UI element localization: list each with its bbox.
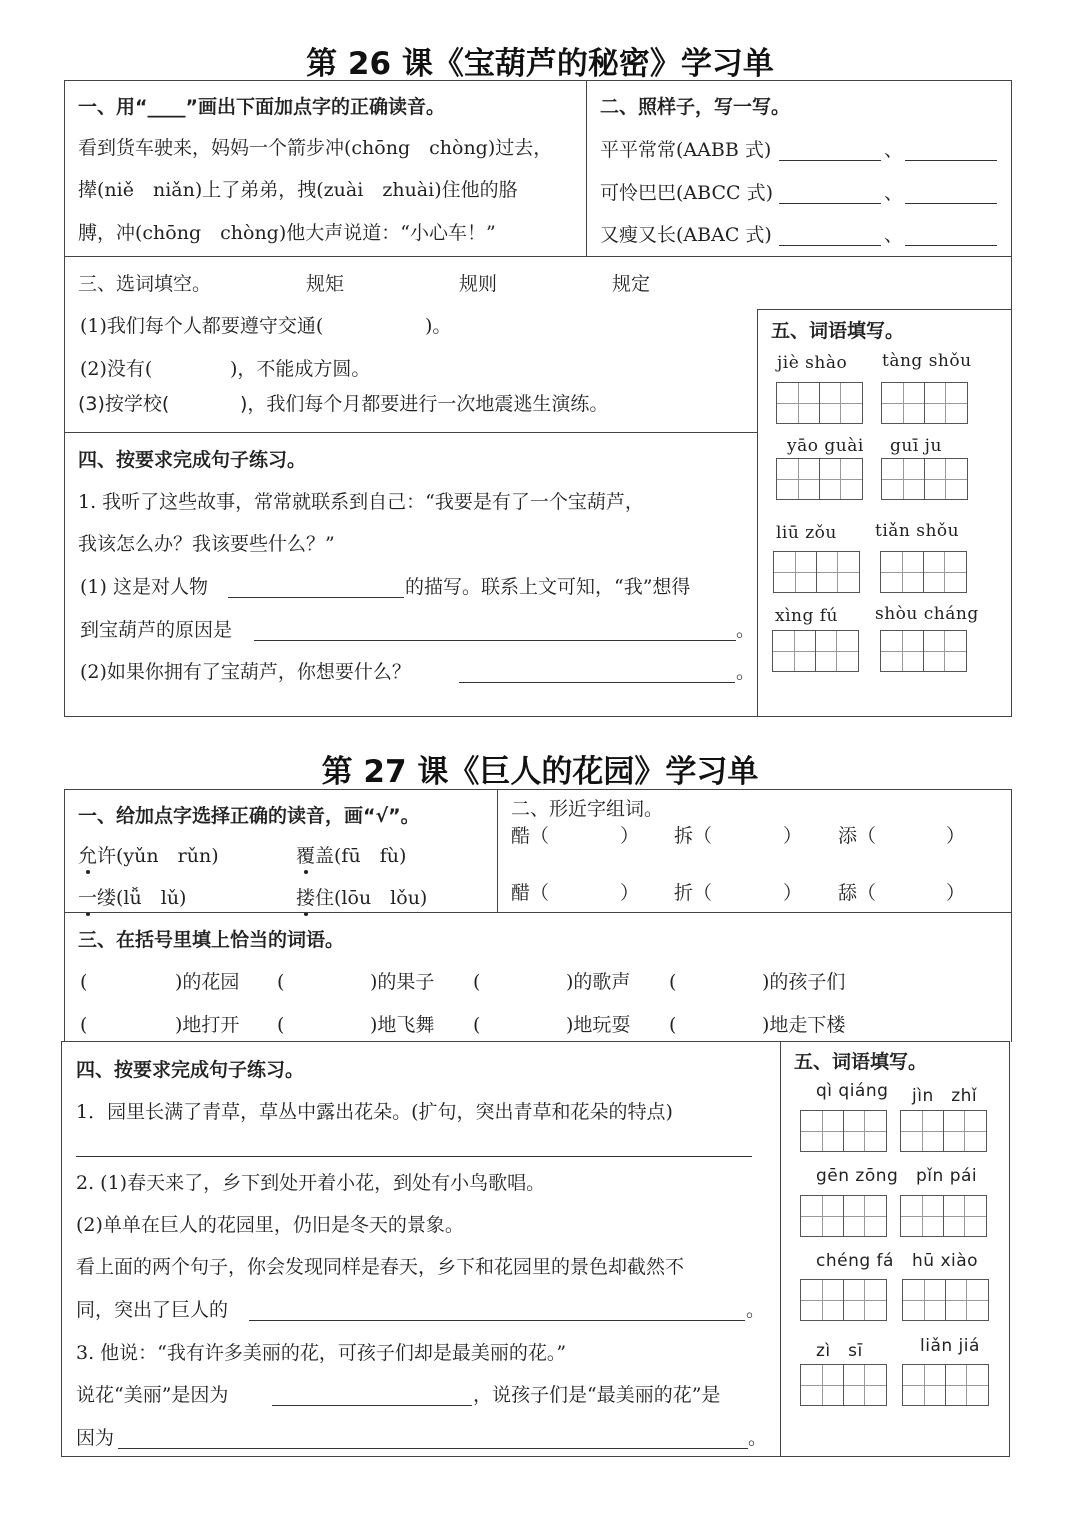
l27-s2-r2c3: 舔（	[838, 882, 877, 904]
answer-line[interactable]	[228, 597, 404, 598]
answer-line[interactable]	[118, 1448, 748, 1449]
open-paren: (	[473, 1014, 481, 1036]
close-paren: ）	[783, 825, 803, 847]
pinyin-label: tiǎn shǒu	[875, 521, 960, 541]
l26-s3-q2b: )，不能成方圆。	[230, 358, 371, 380]
open-paren: (	[277, 1014, 285, 1036]
pinyin-label: zì sī	[816, 1341, 863, 1361]
answer-line[interactable]	[779, 245, 881, 246]
period: 。	[746, 1299, 766, 1321]
l26-s4-q2: (2)如果你拥有了宝葫芦，你想要什么？	[80, 661, 411, 683]
l27-s4-p7b: ，说孩子们是“最美丽的花”是	[473, 1384, 721, 1406]
period: 。	[736, 619, 756, 641]
answer-line[interactable]	[779, 203, 881, 204]
pinyin-label: tàng shǒu	[882, 351, 972, 371]
l27-s2-r2c1: 醋（	[511, 882, 550, 904]
pinyin-label: liū zǒu	[776, 523, 837, 543]
l26-s2-row1: 平平常常(AABB 式)	[600, 139, 772, 161]
separator: 、	[884, 182, 904, 204]
l26-s3-word2: 规则	[459, 273, 498, 295]
close-paren: ）	[946, 825, 966, 847]
pinyin-label: shòu cháng	[875, 604, 979, 624]
l27-s3-r2c1: )地打开	[175, 1014, 240, 1036]
l26-s3-word3: 规定	[612, 273, 651, 295]
l26-s1-line1: 看到货车驶来，妈妈一个箭步冲(chōng chòng)过去，	[78, 137, 553, 159]
writing-grid[interactable]	[800, 1110, 885, 1152]
writing-grid[interactable]	[880, 551, 965, 593]
l27-s4-p4: 看上面的两个句子，你会发现同样是春天，乡下和花园里的景色却截然不	[76, 1256, 685, 1278]
pinyin-label: liǎn jiá	[920, 1336, 980, 1356]
l27-s3-r2c4: )地走下楼	[762, 1014, 846, 1036]
l27-s2-r1c3: 添（	[838, 825, 877, 847]
l27-s4-p8a: 因为	[76, 1427, 115, 1449]
l26-s4-p1: 1. 我听了这些故事，常常就联系到自己：“我要是有了一个宝葫芦，	[78, 491, 644, 513]
l27-s4-p5a: 同，突出了巨人的	[76, 1299, 229, 1321]
writing-grid[interactable]	[772, 630, 857, 672]
close-paren: ）	[620, 882, 640, 904]
lesson27-title: 第 27 课《巨人的花园》学习单	[321, 754, 759, 790]
answer-line[interactable]	[905, 203, 997, 204]
writing-grid[interactable]	[773, 551, 858, 593]
l26-s2-heading: 二、照样子，写一写。	[600, 96, 791, 118]
pinyin-label: gēn zōng	[816, 1166, 899, 1186]
close-paren: ）	[946, 882, 966, 904]
l27-s3-r1c3: )的歌声	[566, 971, 631, 993]
l27-s3-r1c4: )的孩子们	[762, 971, 846, 993]
open-paren: (	[473, 971, 481, 993]
writing-grid[interactable]	[881, 382, 966, 424]
writing-grid[interactable]	[776, 382, 861, 424]
l27-s3-r1c1: )的花园	[175, 971, 240, 993]
writing-grid[interactable]	[800, 1279, 885, 1321]
open-paren: (	[80, 971, 88, 993]
l26-s3-q3b: )，我们每个月都要进行一次地震逃生演练。	[240, 393, 609, 415]
l27-s4-p3: (2)单单在巨人的花园里，仍旧是冬天的景象。	[76, 1214, 464, 1236]
l27-s1-item4: 搂住(lōu lǒu)	[296, 887, 428, 909]
writing-grid[interactable]	[800, 1195, 885, 1237]
pinyin-label: chéng fá	[816, 1251, 894, 1271]
pinyin-label: qì qiáng	[816, 1081, 889, 1101]
l26-s5-heading: 五、词语填写。	[771, 320, 905, 342]
writing-grid[interactable]	[881, 458, 966, 500]
l26-s2-row3: 又瘦又长(ABAC 式)	[600, 224, 772, 246]
period: 。	[748, 1427, 768, 1449]
l27-s2-r2c2: 折（	[674, 882, 713, 904]
l26-s1-line2: 撵(niě niǎn)上了弟弟，拽(zuài zhuài)住他的胳	[78, 179, 518, 201]
l26-s4-q1b: 的描写。联系上文可知，“我”想得	[405, 576, 691, 598]
l26-s4-p2: 我该怎么办？我该要些什么？”	[78, 533, 335, 555]
pinyin-label: xìng fú	[775, 606, 838, 626]
writing-grid[interactable]	[900, 1195, 985, 1237]
l27-s4-p2: 2. (1)春天来了，乡下到处开着小花，到处有小鸟歌唱。	[76, 1172, 546, 1194]
pinyin-label: hū xiào	[912, 1251, 979, 1271]
separator: 、	[884, 139, 904, 161]
answer-line[interactable]	[254, 640, 736, 641]
writing-grid[interactable]	[902, 1364, 987, 1406]
l27-s4-p7a: 说花“美丽”是因为	[76, 1384, 229, 1406]
open-paren: (	[669, 1014, 677, 1036]
l26-s2-row2: 可怜巴巴(ABCC 式)	[600, 182, 773, 204]
l27-s1-heading: 一、给加点字选择正确的读音，画“√”。	[78, 805, 420, 827]
l27-s3-r2c3: )地玩耍	[566, 1014, 631, 1036]
l27-s1-item1: 允许(yǔn rǔn)	[78, 845, 219, 867]
l26-s1-heading: 一、用“____”画出下面加点字的正确读音。	[78, 96, 445, 118]
l26-s3-word1: 规矩	[306, 273, 345, 295]
l27-s4-heading: 四、按要求完成句子练习。	[76, 1059, 305, 1081]
open-paren: (	[669, 971, 677, 993]
l26-s4-q1a: (1) 这是对人物	[80, 576, 208, 598]
l27-s2-r1c1: 酷（	[511, 825, 550, 847]
l26-s3-heading: 三、选词填空。	[78, 273, 212, 295]
writing-grid[interactable]	[776, 458, 861, 500]
answer-line[interactable]	[905, 160, 997, 161]
pinyin-label: guī ju	[890, 436, 942, 456]
period: 。	[736, 661, 756, 683]
l27-s3-r2c2: )地飞舞	[370, 1014, 435, 1036]
writing-grid[interactable]	[800, 1364, 885, 1406]
answer-line[interactable]	[905, 245, 997, 246]
l27-s3-r1c2: )的果子	[370, 971, 435, 993]
lesson26-title: 第 26 课《宝葫芦的秘密》学习单	[306, 46, 774, 82]
l26-s3-q1a: (1)我们每个人都要遵守交通(	[80, 315, 324, 337]
close-paren: ）	[783, 882, 803, 904]
separator: 、	[884, 224, 904, 246]
l26-s4-q1c: 到宝葫芦的原因是	[80, 619, 233, 641]
l27-s2-r1c2: 拆（	[674, 825, 713, 847]
l27-s3-heading: 三、在括号里填上恰当的词语。	[78, 929, 345, 951]
l27-s4-p6: 3. 他说：“我有许多美丽的花，可孩子们却是最美丽的花。”	[76, 1342, 567, 1364]
l26-s1-line3: 膊，冲(chōng chòng)他大声说道：“小心车！”	[78, 222, 496, 244]
l27-s2-heading: 二、形近字组词。	[511, 798, 664, 820]
l27-s4-p1: 1．园里长满了青草，草丛中露出花朵。(扩句，突出青草和花朵的特点)	[76, 1101, 673, 1123]
writing-grid[interactable]	[880, 630, 965, 672]
answer-line[interactable]	[76, 1156, 752, 1157]
pinyin-label: yāo guài	[787, 436, 864, 456]
close-paren: ）	[620, 825, 640, 847]
l27-s5-heading: 五、词语填写。	[794, 1051, 928, 1073]
writing-grid[interactable]	[900, 1110, 985, 1152]
open-paren: (	[277, 971, 285, 993]
pinyin-label: jìn zhǐ	[912, 1086, 978, 1106]
l27-s1-item2: 覆盖(fū fù)	[296, 845, 407, 867]
l26-s3-q2a: (2)没有(	[80, 358, 153, 380]
answer-line[interactable]	[249, 1320, 745, 1321]
l26-s3-q3a: (3)按学校(	[78, 393, 170, 415]
open-paren: (	[80, 1014, 88, 1036]
pinyin-label: jiè shào	[777, 353, 848, 373]
answer-line[interactable]	[779, 160, 881, 161]
writing-grid[interactable]	[902, 1279, 987, 1321]
pinyin-label: pǐn pái	[916, 1166, 978, 1186]
answer-line[interactable]	[272, 1405, 472, 1406]
answer-line[interactable]	[459, 682, 735, 683]
l27-s1-item3: 一缕(lǚ lǔ)	[78, 887, 187, 909]
l26-s3-q1b: )。	[425, 315, 452, 337]
l26-s4-heading: 四、按要求完成句子练习。	[78, 449, 307, 471]
